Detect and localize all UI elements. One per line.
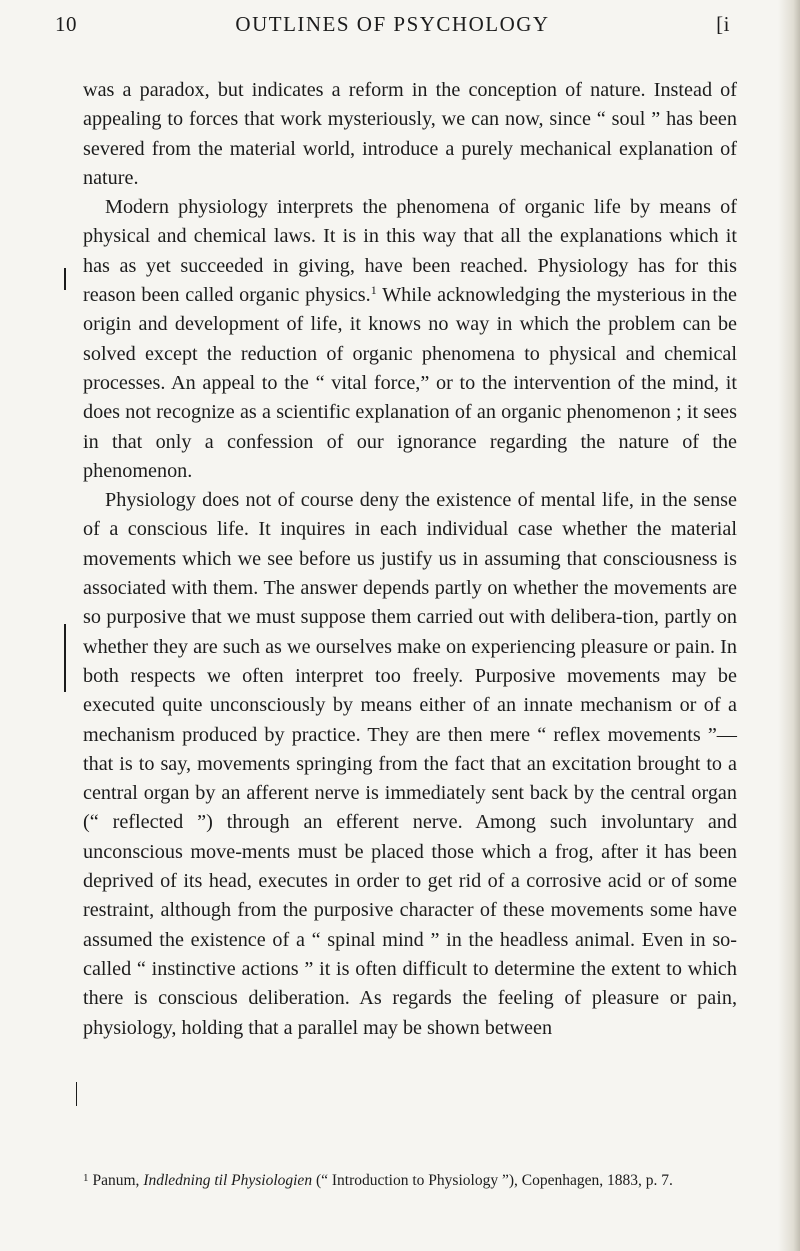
footnote: [83, 1168, 737, 1191]
paragraph-text: Modern physiology interprets the phenomena of organic life by means of physical and chemical laws. It is in this way that all the explanations which it has as yet succeeded in giving, have been reached. Physiology has for this reason been called organic physics.: [83, 196, 737, 307]
running-title: OUTLINES OF PSYCHOLOGY: [235, 12, 550, 36]
footnote-mark: 1: [83, 1172, 89, 1184]
running-header: [55, 8, 730, 44]
margin-pencil-mark: [64, 624, 66, 692]
chapter-mark: [i: [716, 12, 730, 36]
paragraph: [83, 193, 737, 486]
footnote-title: Indledning til Physiologien: [143, 1172, 313, 1189]
page-number: 10: [55, 12, 77, 36]
body-text: [83, 76, 737, 1043]
paragraph-text: While acknowledging the mysterious in the origin and development of life, it knows no way in which the problem can be solved except the reduction of organic phenomena to physical and chemical processes. An appeal to the “ vital force,” or to the intervention of the mind, it does not recognize as a scientific explanation of an organic phenomenon ; it sees in that only a confession of our ignorance regarding the nature of the phenomenon.: [83, 284, 738, 482]
margin-pencil-mark: [76, 1082, 77, 1106]
footnote-details: (“ Introduction to Physiology ”), Copenhagen, 1883, p. 7.: [312, 1172, 673, 1189]
paragraph: Physiology does not of course deny the existence of mental life, in the sense of a conscious life. It inquires in each individual case whether the material movements which we see before us justify us in assuming that consciousness is associated with them. The answer depends partly on whether the movements are so purposive that we must suppose them carried out with delibera-tion, partly on whether they are such as we ourselves make on experiencing pleasure or pain. In both respects we often interpret too freely. Purposive movements may be executed quite unconsciously by means either of an innate mechanism or of a mechanism produced by practice. They are then mere “ reflex movements ”—that is to say, movements springing from the fact that an excitation brought to a central organ by an afferent nerve is immediately sent back by the central organ (“ reflected ”) through an efferent nerve. Among such involuntary and unconscious move-ments must be placed those which a frog, after it has been deprived of its head, executes in order to get rid of a corrosive acid or of some restraint, although from the purposive character of these movements some have assumed the existence of a “ spinal mind ” in the headless animal. Even in so-called “ instinctive actions ” it is often difficult to determine the extent to which there is conscious deliberation. As regards the feeling of pleasure or pain, physiology, holding that a parallel may be shown between: [83, 489, 737, 1039]
margin-pencil-mark: [64, 268, 66, 290]
footnote-reference: 1: [370, 283, 377, 298]
paragraph: was a paradox, but indicates a reform in the conception of nature. Instead of appealing to forces that work mysteriously, we can now, since “ soul ” has been severed from the material world, introduce a purely mechanical explanation of nature.: [83, 79, 737, 189]
page-edge-shadow: [778, 0, 800, 1251]
footnote-author: Panum,: [92, 1172, 144, 1189]
